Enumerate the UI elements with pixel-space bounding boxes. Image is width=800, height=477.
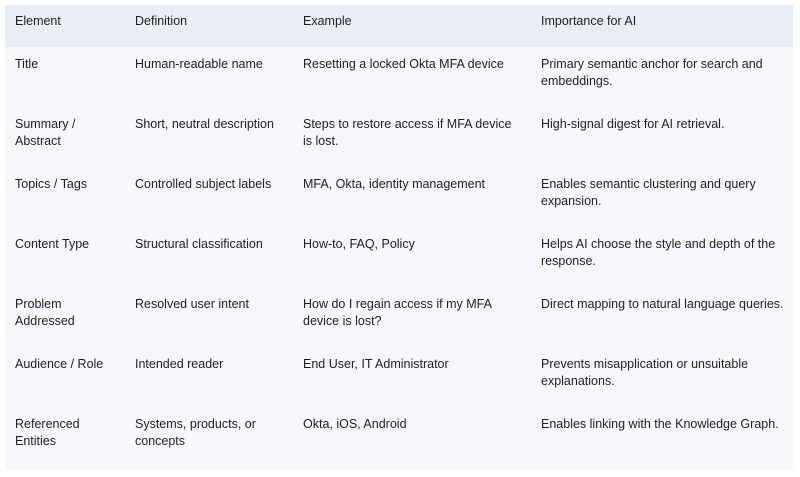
cell-element: Topics / Tags [15, 177, 88, 191]
table-row [5, 107, 793, 167]
cell-element: Referenced Entities [15, 417, 80, 448]
cell-example: Steps to restore access if MFA device is lost. [303, 117, 512, 148]
header-example: Example [303, 14, 352, 28]
table-row [5, 407, 793, 467]
cell-importance: Enables linking with the Knowledge Graph. [541, 417, 779, 431]
header-importance: Importance for AI [541, 14, 637, 28]
cell-definition: Human-readable name [135, 57, 263, 71]
cell-element: Content Type [15, 237, 90, 251]
cell-element: Title [15, 57, 39, 71]
table-header-row [5, 5, 793, 47]
cell-definition: Structural classification [135, 237, 263, 251]
cell-example: How do I regain access if my MFA device is lost? [303, 297, 492, 328]
table-row [5, 47, 793, 107]
cell-importance: Prevents misapplication or unsuitable explanations. [541, 357, 749, 388]
cell-importance: Enables semantic clustering and query expansion. [541, 177, 756, 208]
cell-definition: Systems, products, or concepts [135, 417, 256, 448]
cell-example: Resetting a locked Okta MFA device [303, 57, 504, 71]
cell-element: Problem Addressed [15, 297, 75, 328]
cell-definition: Controlled subject labels [135, 177, 272, 191]
metadata-table-container [5, 5, 793, 470]
cell-importance: Direct mapping to natural language queries. [541, 297, 784, 311]
cell-importance: High-signal digest for AI retrieval. [541, 117, 725, 131]
metadata-table [5, 5, 793, 467]
cell-definition: Resolved user intent [135, 297, 249, 311]
header-definition: Definition [135, 14, 188, 28]
table-row [5, 347, 793, 407]
cell-importance: Primary semantic anchor for search and embeddings. [541, 57, 763, 88]
cell-example: How-to, FAQ, Policy [303, 237, 415, 251]
cell-example: MFA, Okta, identity management [303, 177, 486, 191]
table-row [5, 287, 793, 347]
cell-definition: Intended reader [135, 357, 224, 371]
cell-example: Okta, iOS, Android [303, 417, 407, 431]
cell-importance: Helps AI choose the style and depth of the response. [541, 237, 776, 268]
header-element: Element [15, 14, 61, 28]
table-row [5, 167, 793, 227]
cell-element: Summary / Abstract [15, 117, 76, 148]
cell-definition: Short, neutral description [135, 117, 274, 131]
cell-element: Audience / Role [15, 357, 104, 371]
cell-example: End User, IT Administrator [303, 357, 449, 371]
table-row [5, 227, 793, 287]
